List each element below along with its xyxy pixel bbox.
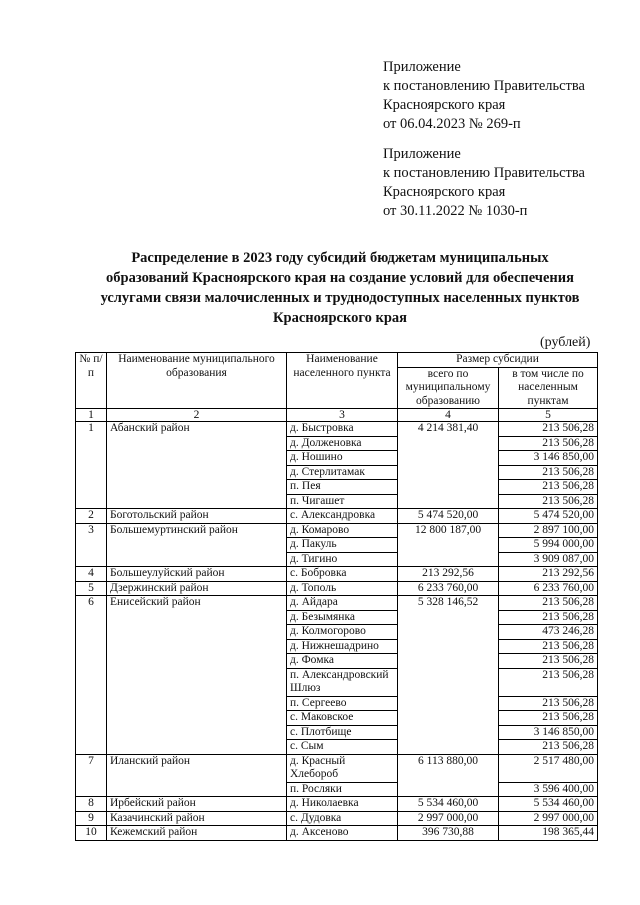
settlement-name: д. Тополь bbox=[287, 581, 398, 596]
settlement-amount: 473 246,28 bbox=[499, 625, 598, 640]
municipality-total: 4 214 381,40 bbox=[398, 422, 499, 509]
title-line: Распределение в 2023 году субсидий бюджетам муниципальных bbox=[131, 250, 549, 266]
settlement-name: д. Николаевка bbox=[287, 797, 398, 812]
settlement-amount: 213 506,28 bbox=[499, 740, 598, 755]
title-line: Красноярского края bbox=[273, 310, 407, 326]
table-row bbox=[76, 754, 598, 782]
municipality-name: Боготольский район bbox=[107, 509, 287, 524]
settlement-name: с. Плотбище bbox=[287, 725, 398, 740]
municipality-name: Енисейский район bbox=[107, 596, 287, 755]
settlement-amount: 213 506,28 bbox=[499, 596, 598, 611]
appendix-block-original bbox=[383, 145, 585, 221]
settlement-name: п. Чигашет bbox=[287, 494, 398, 509]
settlement-amount: 3 909 087,00 bbox=[499, 552, 598, 567]
municipality-name: Ирбейский район bbox=[107, 797, 287, 812]
settlement-amount: 2 517 480,00 bbox=[499, 754, 598, 782]
settlement-amount: 5 474 520,00 bbox=[499, 509, 598, 524]
settlement-name: д. Безымянка bbox=[287, 610, 398, 625]
settlement-name: д. Колмогорово bbox=[287, 625, 398, 640]
municipality-name: Большемуртинский район bbox=[107, 523, 287, 567]
appendix-block-current bbox=[383, 58, 585, 134]
header-total: всего по муниципальному образованию bbox=[398, 367, 499, 409]
subsidy-table bbox=[75, 352, 598, 841]
municipality-total: 12 800 187,00 bbox=[398, 523, 499, 567]
header-per-settlement: в том числе по населенным пунктам bbox=[499, 367, 598, 409]
column-number: 4 bbox=[398, 409, 499, 422]
settlement-amount: 213 506,28 bbox=[499, 654, 598, 669]
column-number: 1 bbox=[76, 409, 107, 422]
appendix-date-number: от 06.04.2023 № 269-п bbox=[383, 116, 521, 132]
column-number: 3 bbox=[287, 409, 398, 422]
row-number: 6 bbox=[76, 596, 107, 755]
municipality-name: Большеулуйский район bbox=[107, 567, 287, 582]
appendix-resolution: к постановлению Правительства bbox=[383, 165, 585, 181]
row-number: 7 bbox=[76, 754, 107, 797]
appendix-resolution: к постановлению Правительства bbox=[383, 78, 585, 94]
settlement-name: д. Красный Хлебороб bbox=[287, 754, 398, 782]
settlement-amount: 198 365,44 bbox=[499, 826, 598, 841]
row-number: 8 bbox=[76, 797, 107, 812]
settlement-amount: 2 897 100,00 bbox=[499, 523, 598, 538]
municipality-name: Иланский район bbox=[107, 754, 287, 797]
header-number: № п/п bbox=[76, 353, 107, 409]
settlement-name: д. Быстровка bbox=[287, 422, 398, 437]
row-number: 9 bbox=[76, 811, 107, 826]
municipality-total: 2 997 000,00 bbox=[398, 811, 499, 826]
row-number: 2 bbox=[76, 509, 107, 524]
table-body bbox=[76, 422, 598, 841]
appendix-region: Красноярского края bbox=[383, 97, 506, 113]
municipality-name: Дзержинский район bbox=[107, 581, 287, 596]
settlement-name: с. Бобровка bbox=[287, 567, 398, 582]
settlement-amount: 3 596 400,00 bbox=[499, 782, 598, 797]
municipality-name: Абанский район bbox=[107, 422, 287, 509]
settlement-amount: 213 292,56 bbox=[499, 567, 598, 582]
settlement-name: с. Дудовка bbox=[287, 811, 398, 826]
row-number: 5 bbox=[76, 581, 107, 596]
settlement-name: д. Ношино bbox=[287, 451, 398, 466]
row-number: 4 bbox=[76, 567, 107, 582]
municipality-total: 213 292,56 bbox=[398, 567, 499, 582]
settlement-name: д. Пакуль bbox=[287, 538, 398, 553]
settlement-amount: 3 146 850,00 bbox=[499, 451, 598, 466]
header-subsidy-size: Размер субсидии bbox=[398, 353, 598, 368]
appendix-region: Красноярского края bbox=[383, 184, 506, 200]
column-number: 5 bbox=[499, 409, 598, 422]
settlement-amount: 213 506,28 bbox=[499, 639, 598, 654]
settlement-amount: 213 506,28 bbox=[499, 480, 598, 495]
municipality-total: 6 113 880,00 bbox=[398, 754, 499, 797]
settlement-name: д. Долженовка bbox=[287, 436, 398, 451]
header-settlement: Наименование населенного пункта bbox=[287, 353, 398, 409]
settlement-name: с. Александровка bbox=[287, 509, 398, 524]
settlement-name: д. Стерлитамак bbox=[287, 465, 398, 480]
settlement-name: п. Пея bbox=[287, 480, 398, 495]
settlement-amount: 213 506,28 bbox=[499, 610, 598, 625]
settlement-amount: 5 534 460,00 bbox=[499, 797, 598, 812]
title-line: услугами связи малочисленных и труднодоступных населенных пунктов bbox=[100, 290, 580, 306]
settlement-amount: 213 506,28 bbox=[499, 494, 598, 509]
settlement-amount: 213 506,28 bbox=[499, 711, 598, 726]
table-row bbox=[76, 826, 598, 841]
settlement-name: с. Маковское bbox=[287, 711, 398, 726]
table-row bbox=[76, 567, 598, 582]
appendix-date-number: от 30.11.2022 № 1030-п bbox=[383, 203, 528, 219]
settlement-amount: 2 997 000,00 bbox=[499, 811, 598, 826]
row-number: 3 bbox=[76, 523, 107, 567]
table-row bbox=[76, 811, 598, 826]
settlement-amount: 6 233 760,00 bbox=[499, 581, 598, 596]
settlement-name: д. Тигино bbox=[287, 552, 398, 567]
table-row bbox=[76, 581, 598, 596]
settlement-name: п. Росляки bbox=[287, 782, 398, 797]
table-row bbox=[76, 509, 598, 524]
settlement-amount: 213 506,28 bbox=[499, 696, 598, 711]
document-title bbox=[60, 248, 620, 328]
municipality-name: Казачинский район bbox=[107, 811, 287, 826]
settlement-name: с. Сым bbox=[287, 740, 398, 755]
table-row bbox=[76, 797, 598, 812]
title-line: образований Красноярского края на создание условий для обеспечения bbox=[106, 270, 574, 286]
appendix-label: Приложение bbox=[383, 146, 461, 162]
settlement-amount: 3 146 850,00 bbox=[499, 725, 598, 740]
row-number: 1 bbox=[76, 422, 107, 509]
column-number: 2 bbox=[107, 409, 287, 422]
appendix-label: Приложение bbox=[383, 59, 461, 75]
municipality-total: 5 328 146,52 bbox=[398, 596, 499, 755]
settlement-amount: 213 506,28 bbox=[499, 668, 598, 696]
municipality-total: 5 474 520,00 bbox=[398, 509, 499, 524]
settlement-amount: 213 506,28 bbox=[499, 422, 598, 437]
settlement-amount: 213 506,28 bbox=[499, 436, 598, 451]
settlement-name: п. Александровский Шлюз bbox=[287, 668, 398, 696]
table-row bbox=[76, 523, 598, 538]
units-label: (рублей) bbox=[540, 335, 591, 350]
municipality-name: Кежемский район bbox=[107, 826, 287, 841]
table-row bbox=[76, 422, 598, 437]
header-municipality: Наименование муниципального образования bbox=[107, 353, 287, 409]
table-row bbox=[76, 596, 598, 611]
municipality-total: 5 534 460,00 bbox=[398, 797, 499, 812]
settlement-name: д. Комарово bbox=[287, 523, 398, 538]
settlement-name: д. Аксеново bbox=[287, 826, 398, 841]
settlement-amount: 213 506,28 bbox=[499, 465, 598, 480]
row-number: 10 bbox=[76, 826, 107, 841]
settlement-name: д. Нижнешадрино bbox=[287, 639, 398, 654]
settlement-name: д. Фомка bbox=[287, 654, 398, 669]
settlement-name: д. Айдара bbox=[287, 596, 398, 611]
settlement-amount: 5 994 000,00 bbox=[499, 538, 598, 553]
municipality-total: 6 233 760,00 bbox=[398, 581, 499, 596]
municipality-total: 396 730,88 bbox=[398, 826, 499, 841]
settlement-name: п. Сергеево bbox=[287, 696, 398, 711]
